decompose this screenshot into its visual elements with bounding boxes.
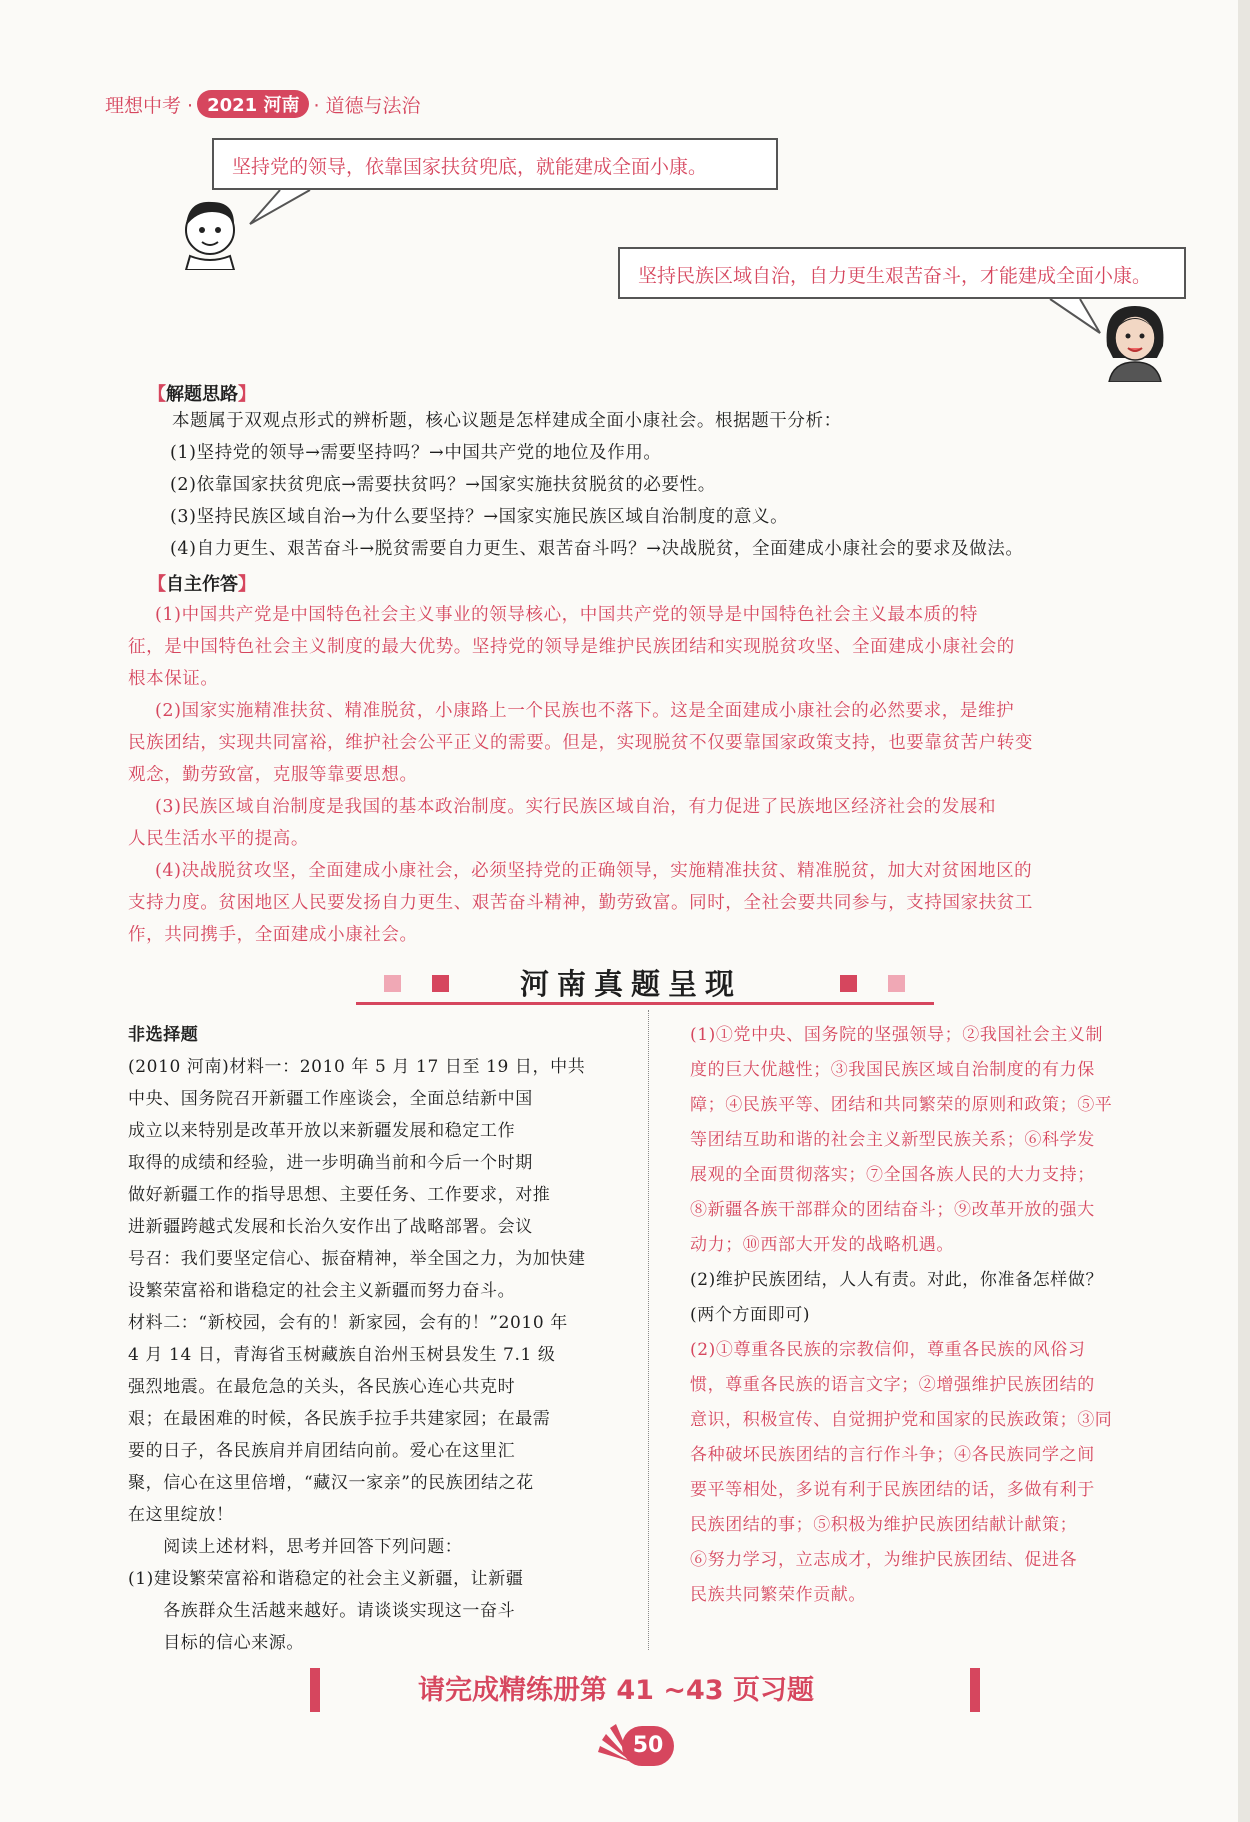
material-line: 取得的成绩和经验，进一步明确当前和今后一个时期 bbox=[128, 1153, 533, 1173]
footer-bar-left bbox=[310, 1668, 320, 1712]
answer-line: (2)①尊重各民族的宗教信仰，尊重各民族的风俗习 bbox=[690, 1340, 1086, 1360]
header-prefix: 理想中考 · bbox=[105, 94, 194, 117]
answer-line: 度的巨大优越性；③我国民族区域自治制度的有力保 bbox=[690, 1060, 1095, 1080]
footer-bar-right bbox=[970, 1668, 980, 1712]
banner-square-dark bbox=[840, 975, 857, 992]
material-line: 强烈地震。在最危急的关头，各民族心连心共克时 bbox=[128, 1377, 516, 1397]
analysis-line: (4)自力更生、艰苦奋斗→脱贫需要自力更生、艰苦奋斗吗？→决战脱贫，全面建成小康社会的要求及做法。 bbox=[170, 539, 1024, 559]
answer-line: 征，是中国特色社会主义制度的最大优势。坚持党的领导是维护民族团结和实现脱贫攻坚、全面建成小康社会的 bbox=[128, 637, 1015, 657]
material-line: 在这里绽放！ bbox=[128, 1505, 234, 1525]
footer-instruction: 请完成精练册第 41 ~43 页习题 bbox=[418, 1675, 814, 1706]
question-line: (1)建设繁荣富裕和谐稳定的社会主义新疆，让新疆 bbox=[128, 1569, 524, 1589]
material-line: 设繁荣富裕和谐稳定的社会主义新疆而努力奋斗。 bbox=[128, 1281, 516, 1301]
answer-line: 要平等相处，多说有利于民族团结的话，多做有利于 bbox=[690, 1480, 1095, 1500]
answer-title: 【自主作答】 bbox=[148, 574, 256, 595]
material-line: 号召：我们要坚定信心、振奋精神，举全国之力，为加快建 bbox=[128, 1249, 586, 1269]
answer-line: (3)民族区域自治制度是我国的基本政治制度。实行民族区域自治，有力促进了民族地区经济社会的发展和 bbox=[155, 797, 997, 817]
answer-line: 民族团结，实现共同富裕，维护社会公平正义的需要。但是，实现脱贫不仅要靠国家政策支持，也要靠贫苦户转变 bbox=[128, 733, 1033, 753]
page-number: 50 bbox=[622, 1726, 674, 1766]
analysis-line: 本题属于双观点形式的辨析题，核心议题是怎样建成全面小康社会。根据题干分析： bbox=[172, 411, 842, 431]
analysis-title: 【解题思路】 bbox=[148, 384, 256, 405]
answer-line: 支持力度。贫困地区人民要发扬自力更生、艰苦奋斗精神，勤劳致富。同时，全社会要共同参与，支持国家扶贫工 bbox=[128, 893, 1033, 913]
material-line: 要的日子，各民族肩并肩团结向前。爱心在这里汇 bbox=[128, 1441, 516, 1461]
banner-square-light bbox=[888, 975, 905, 992]
answer-line: 等团结互助和谐的社会主义新型民族关系；⑥科学发 bbox=[690, 1130, 1095, 1150]
banner-square-light bbox=[384, 975, 401, 992]
banner-underline bbox=[356, 1002, 934, 1005]
material-line: 成立以来特别是改革开放以来新疆发展和稳定工作 bbox=[128, 1121, 516, 1141]
question-line: (两个方面即可) bbox=[690, 1305, 811, 1325]
answer-line: (1)①党中央、国务院的坚强领导；②我国社会主义制 bbox=[690, 1025, 1104, 1045]
answer-line: 惯，尊重各民族的语言文字；②增强维护民族团结的 bbox=[690, 1375, 1095, 1395]
answer-line: (1)中国共产党是中国特色社会主义事业的领导核心，中国共产党的领导是中国特色社会主义最本质的特 bbox=[155, 605, 978, 625]
banner-square-dark bbox=[432, 975, 449, 992]
girl-cartoon-icon bbox=[1095, 300, 1175, 382]
answer-line: 民族共同繁荣作贡献。 bbox=[690, 1585, 866, 1605]
answer-line: 意识，积极宣传、自觉拥护党和国家的民族政策；③同 bbox=[690, 1410, 1113, 1430]
analysis-line: (2)依靠国家扶贫兜底→需要扶贫吗？→国家实施扶贫脱贫的必要性。 bbox=[170, 475, 716, 495]
answer-line: (4)决战脱贫攻坚，全面建成小康社会，必须坚持党的正确领导，实施精准扶贫、精准脱贫，加大对贫困地区的 bbox=[155, 861, 1033, 881]
analysis-line: (1)坚持党的领导→需要坚持吗？→中国共产党的地位及作用。 bbox=[170, 443, 662, 463]
running-header bbox=[105, 90, 421, 118]
section-banner-title: 河南真题呈现 bbox=[520, 967, 743, 1001]
question-type-heading: 非选择题 bbox=[128, 1025, 199, 1045]
answer-line: ⑥努力学习，立志成才，为维护民族团结、促进各 bbox=[690, 1550, 1078, 1570]
header-pill: 2021 河南 bbox=[197, 90, 309, 118]
material-line: 进新疆跨越式发展和长治久安作出了战略部署。会议 bbox=[128, 1217, 533, 1237]
answer-line: 作，共同携手，全面建成小康社会。 bbox=[128, 925, 418, 945]
question-line: (2)维护民族团结，人人有责。对此，你准备怎样做？ bbox=[690, 1270, 1104, 1290]
material-line: 做好新疆工作的指导思想、主要任务、工作要求，对推 bbox=[128, 1185, 551, 1205]
material-line: 聚，信心在这里倍增，“藏汉一家亲”的民族团结之花 bbox=[128, 1473, 534, 1493]
analysis-line: (3)坚持民族区域自治→为什么要坚持？→国家实施民族区域自治制度的意义。 bbox=[170, 507, 789, 527]
answer-line: 展观的全面贯彻落实；⑦全国各族人民的大力支持； bbox=[690, 1165, 1095, 1185]
question-line: 目标的信心来源。 bbox=[128, 1633, 304, 1653]
answer-line: 动力；⑩西部大开发的战略机遇。 bbox=[690, 1235, 954, 1255]
header-suffix: · 道德与法治 bbox=[313, 94, 421, 117]
material-line: 阅读上述材料，思考并回答下列问题： bbox=[128, 1537, 463, 1557]
answer-line: 根本保证。 bbox=[128, 669, 219, 689]
answer-line: 民族团结的事；⑤积极为维护民族团结献计献策； bbox=[690, 1515, 1078, 1535]
material-line: (2010 河南)材料一：2010 年 5 月 17 日至 19 日，中共 bbox=[128, 1057, 586, 1077]
answer-line: ⑧新疆各族干部群众的团结奋斗；⑨改革开放的强大 bbox=[690, 1200, 1095, 1220]
answer-line: 人民生活水平的提高。 bbox=[128, 829, 309, 849]
speech-bubble-boy: 坚持党的领导，依靠国家扶贫兜底，就能建成全面小康。 bbox=[212, 138, 778, 190]
material-line: 中央、国务院召开新疆工作座谈会，全面总结新中国 bbox=[128, 1089, 533, 1109]
material-line: 4 月 14 日，青海省玉树藏族自治州玉树县发生 7.1 级 bbox=[128, 1345, 556, 1365]
speech-bubble-girl: 坚持民族区域自治，自力更生艰苦奋斗，才能建成全面小康。 bbox=[618, 247, 1186, 299]
answer-line: 障；④民族平等、团结和共同繁荣的原则和政策；⑤平 bbox=[690, 1095, 1113, 1115]
material-line: 艰；在最困难的时候，各民族手拉手共建家园；在最需 bbox=[128, 1409, 551, 1429]
answer-line: (2)国家实施精准扶贫、精准脱贫，小康路上一个民族也不落下。这是全面建成小康社会的必然要求，是维护 bbox=[155, 701, 1015, 721]
bubble-tail-boy bbox=[240, 188, 320, 228]
material-line: 材料二：“新校园，会有的！新家园，会有的！”2010 年 bbox=[128, 1313, 568, 1333]
answer-line: 观念，勤劳致富，克服等靠要思想。 bbox=[128, 765, 418, 785]
column-divider bbox=[648, 1010, 649, 1650]
question-line: 各族群众生活越来越好。请谈谈实现这一奋斗 bbox=[128, 1601, 516, 1621]
answer-line: 各种破坏民族团结的言行作斗争；④各民族同学之间 bbox=[690, 1445, 1095, 1465]
